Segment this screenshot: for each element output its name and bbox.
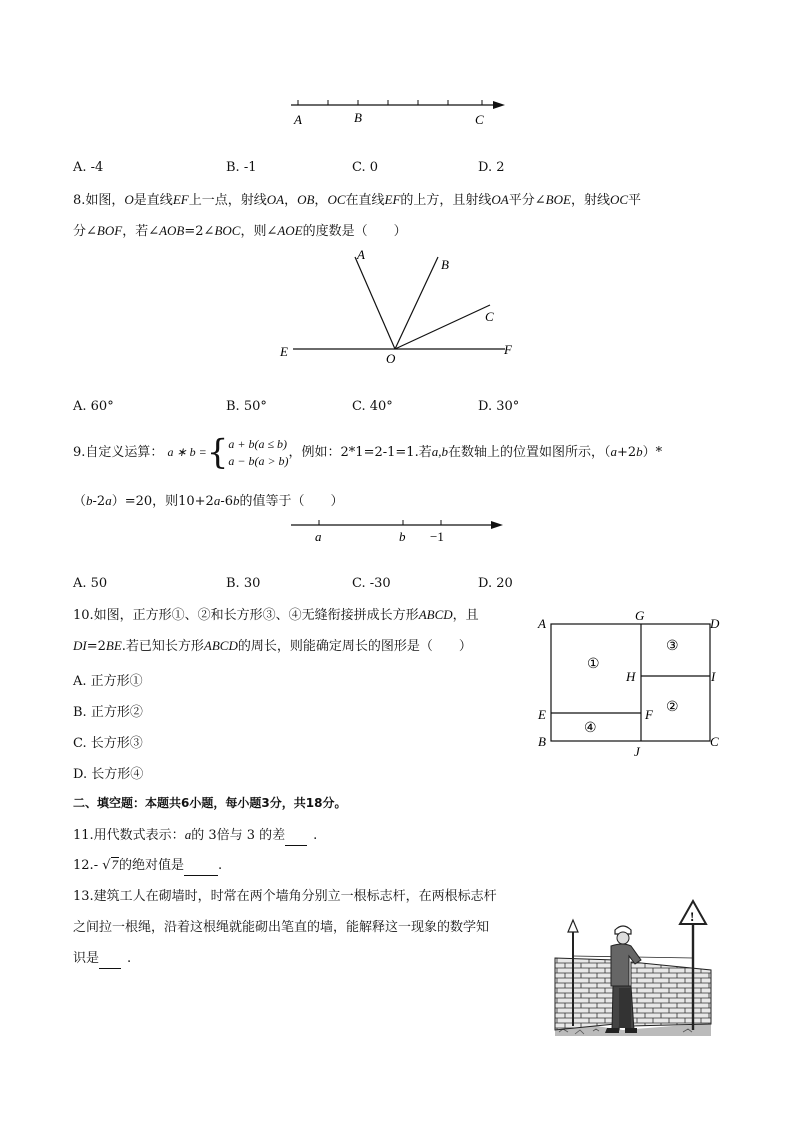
q8-v-aoe: AOE bbox=[277, 223, 303, 238]
q10-region-2: ② bbox=[666, 700, 679, 715]
q13-bricklayer-illustration bbox=[553, 898, 713, 1043]
q8-t1: 8.如图， bbox=[73, 193, 125, 208]
q9-v-b1: b bbox=[636, 444, 643, 459]
q10-fig-label-g: G bbox=[635, 608, 645, 623]
q8-v-oa: OA bbox=[266, 192, 285, 207]
q9-option-a: A. 50 bbox=[73, 576, 108, 591]
section2-t1: 二、填空题：本题共 bbox=[73, 796, 182, 810]
q10-option-a: A. 正方形① bbox=[73, 674, 143, 689]
q8-t15: 的度数是（ ） bbox=[302, 224, 407, 239]
q13-end: . bbox=[127, 951, 132, 966]
q7-label-a: A bbox=[294, 112, 302, 127]
q8-option-c: C. 40° bbox=[352, 399, 393, 414]
q11-end: . bbox=[313, 828, 318, 843]
q10-fig-label-d: D bbox=[710, 616, 720, 631]
q7-option-d: D. 2 bbox=[478, 160, 505, 175]
q8-t5: ， bbox=[314, 193, 328, 208]
q9-case1: a + b(a ≤ b) bbox=[228, 436, 288, 451]
q11-v-a: a bbox=[184, 827, 192, 842]
brick-wall bbox=[555, 958, 615, 1030]
q10-option-b: B. 正方形② bbox=[73, 705, 143, 720]
q10-region-3: ③ bbox=[666, 639, 679, 654]
q13-line2: 之间拉一根绳，沿着这根绳就能砌出笔直的墙，能解释这一现象的数学知 bbox=[73, 920, 490, 935]
q11-t2: 的 3倍与 3 的差 bbox=[191, 828, 286, 843]
q8-v-o: O bbox=[124, 192, 134, 207]
q8-angle-figure bbox=[275, 245, 525, 370]
q11-question bbox=[73, 826, 317, 846]
q9-label-neg1: −1 bbox=[430, 529, 444, 544]
q9-t1: 9.自定义运算： bbox=[73, 445, 164, 460]
q8-option-d: D. 30° bbox=[478, 399, 520, 414]
q9-label-b: b bbox=[399, 529, 406, 544]
q9-t6: （ bbox=[73, 494, 87, 509]
q9-t9: -6 bbox=[220, 494, 233, 509]
section2-t4: 分。 bbox=[322, 796, 347, 810]
q12-minus: - bbox=[93, 858, 103, 873]
q8-v-oc: OC bbox=[327, 192, 346, 207]
q7-option-b: B. -1 bbox=[226, 160, 257, 175]
q8-fig-label-a: A bbox=[357, 247, 365, 262]
q13-answer-blank[interactable] bbox=[99, 950, 121, 969]
q11-t1: 11.用代数式表示： bbox=[73, 828, 185, 843]
q9-t3: 在数轴上的位置如图所示，（ bbox=[447, 445, 611, 460]
q8-t12: ，若∠ bbox=[122, 224, 160, 239]
q9-question-line2 bbox=[73, 492, 344, 511]
q9-v-ab: a,b bbox=[431, 444, 448, 459]
q8-fig-label-b: B bbox=[441, 257, 449, 272]
q7-number-line bbox=[285, 92, 515, 132]
q9-label-a: a bbox=[315, 529, 322, 544]
q10-t5: 的周长，则能确定周长的图形是（ ） bbox=[237, 639, 472, 654]
q10-region-4: ④ bbox=[584, 721, 597, 736]
q8-question-line2 bbox=[73, 222, 407, 241]
q8-t3: 上一点，射线 bbox=[188, 193, 267, 208]
q8-v-boe: BOE bbox=[545, 192, 571, 207]
q10-question-line2 bbox=[73, 637, 472, 656]
q10-fig-label-j: J bbox=[634, 744, 640, 759]
q9-t2: ，例如：2*1=2-1=1.若 bbox=[288, 445, 432, 460]
q10-fig-label-a: A bbox=[538, 616, 546, 631]
q10-fig-label-e: E bbox=[538, 707, 546, 722]
q13-t1: 识是 bbox=[73, 951, 100, 966]
q8-t14: ，则∠ bbox=[240, 224, 278, 239]
q8-t4: ， bbox=[284, 193, 298, 208]
q9-formula-lhs: a ∗ b = bbox=[167, 445, 207, 459]
q9-v-b2: b bbox=[86, 493, 93, 508]
section2-n3: 18 bbox=[305, 796, 323, 810]
q9-v-b3: b bbox=[233, 493, 240, 508]
section2-n1: 6 bbox=[181, 796, 190, 810]
q9-t5: ）* bbox=[642, 445, 663, 460]
q10-fig-label-h: H bbox=[626, 669, 636, 684]
q8-fig-label-e: E bbox=[280, 344, 288, 359]
q10-fig-label-i: I bbox=[711, 669, 716, 684]
section2-n2: 3 bbox=[261, 796, 270, 810]
q10-v-abcd2: ABCD bbox=[203, 638, 238, 653]
q11-answer-blank[interactable] bbox=[285, 827, 307, 846]
q8-t11: 分∠ bbox=[73, 224, 97, 239]
q10-option-d: D. 长方形④ bbox=[73, 767, 144, 782]
q10-t1: 10.如图，正方形①、②和长方形③、④无缝衔接拼成长方形 bbox=[73, 608, 419, 623]
q8-t2: 是直线 bbox=[133, 193, 173, 208]
q12-question bbox=[73, 857, 222, 876]
q10-v-di: DI bbox=[73, 638, 87, 653]
q9-formula bbox=[168, 432, 289, 473]
q8-option-b: B. 50° bbox=[226, 399, 267, 414]
q9-case2: a − b(a > b) bbox=[228, 453, 289, 468]
q12-t1: 12. bbox=[73, 858, 94, 873]
q10-fig-label-f: F bbox=[645, 707, 653, 722]
q10-v-abcd: ABCD bbox=[418, 607, 453, 622]
q8-t9: ，射线 bbox=[570, 193, 610, 208]
q10-region-1: ① bbox=[587, 657, 600, 672]
q10-t3: =2 bbox=[86, 639, 106, 654]
q9-t10: 的值等于（ ） bbox=[239, 494, 344, 509]
q10-question-line1 bbox=[73, 606, 479, 625]
q7-option-a: A. -4 bbox=[73, 160, 104, 175]
q12-sqrt-sign: √ bbox=[102, 858, 111, 873]
q10-rectangle-figure bbox=[530, 608, 730, 763]
q8-t7: 的上方，且射线 bbox=[400, 193, 492, 208]
q8-v-oa2: OA bbox=[491, 192, 509, 207]
section2-heading bbox=[73, 794, 346, 812]
q9-option-b: B. 30 bbox=[226, 576, 261, 591]
q8-v-boc: BOC bbox=[214, 223, 241, 238]
q12-answer-blank[interactable] bbox=[184, 857, 218, 876]
q10-t4: .若已知长方形 bbox=[121, 639, 204, 654]
q8-t13: =2∠ bbox=[184, 224, 215, 239]
q13-line3 bbox=[73, 950, 131, 969]
section2-t3: 分，共 bbox=[269, 796, 306, 810]
q9-t8: ）=20，则10+2 bbox=[111, 494, 214, 509]
q9-option-d: D. 20 bbox=[478, 576, 513, 591]
q10-v-be: BE bbox=[105, 638, 122, 653]
q8-option-a: A. 60° bbox=[73, 399, 114, 414]
q8-fig-label-o: O bbox=[386, 351, 396, 366]
q9-formula-brace: { bbox=[206, 432, 229, 473]
q9-v-a2: a bbox=[105, 493, 112, 508]
q8-t10: 平 bbox=[628, 193, 642, 208]
q8-v-ef: EF bbox=[172, 192, 189, 207]
q9-t4: +2 bbox=[616, 445, 637, 460]
q9-v-a3: a bbox=[213, 493, 221, 508]
q9-formula-cases bbox=[228, 436, 288, 470]
q8-t6: 在直线 bbox=[345, 193, 385, 208]
q12-t2: 的绝对值是 bbox=[119, 858, 185, 873]
q8-fig-label-f: F bbox=[504, 342, 512, 357]
q9-t7: -2 bbox=[92, 494, 106, 509]
q13-line1: 13.建筑工人在砌墙时，时常在两个墙角分别立一根标志杆，在两根标志杆 bbox=[73, 889, 497, 904]
q9-question-line1 bbox=[73, 432, 662, 473]
q8-v-bof: BOF bbox=[96, 223, 123, 238]
q10-t2: ，且 bbox=[452, 608, 479, 623]
q8-question-line1 bbox=[73, 191, 641, 210]
q12-radicand: 7 bbox=[111, 857, 119, 872]
q9-v-a1: a bbox=[610, 444, 617, 459]
q8-v-ef2: EF bbox=[384, 192, 401, 207]
warning-sign-glyph: ! bbox=[690, 909, 695, 924]
q7-label-b: B bbox=[354, 110, 362, 125]
q8-v-oc2: OC bbox=[609, 192, 629, 207]
q9-option-c: C. -30 bbox=[352, 576, 391, 591]
q8-v-ob: OB bbox=[297, 192, 315, 207]
q10-option-c: C. 长方形③ bbox=[73, 736, 143, 751]
q7-label-c: C bbox=[475, 112, 484, 127]
section2-t2: 小题，每小题 bbox=[189, 796, 262, 810]
q10-fig-label-b: B bbox=[538, 734, 546, 749]
q8-v-aob: AOB bbox=[159, 223, 185, 238]
q8-t8: 平分∠ bbox=[508, 193, 546, 208]
q12-end: . bbox=[218, 858, 223, 873]
q8-fig-label-c: C bbox=[485, 309, 494, 324]
q10-fig-label-c: C bbox=[710, 734, 719, 749]
q9-number-line bbox=[287, 515, 512, 545]
q7-option-c: C. 0 bbox=[352, 160, 379, 175]
